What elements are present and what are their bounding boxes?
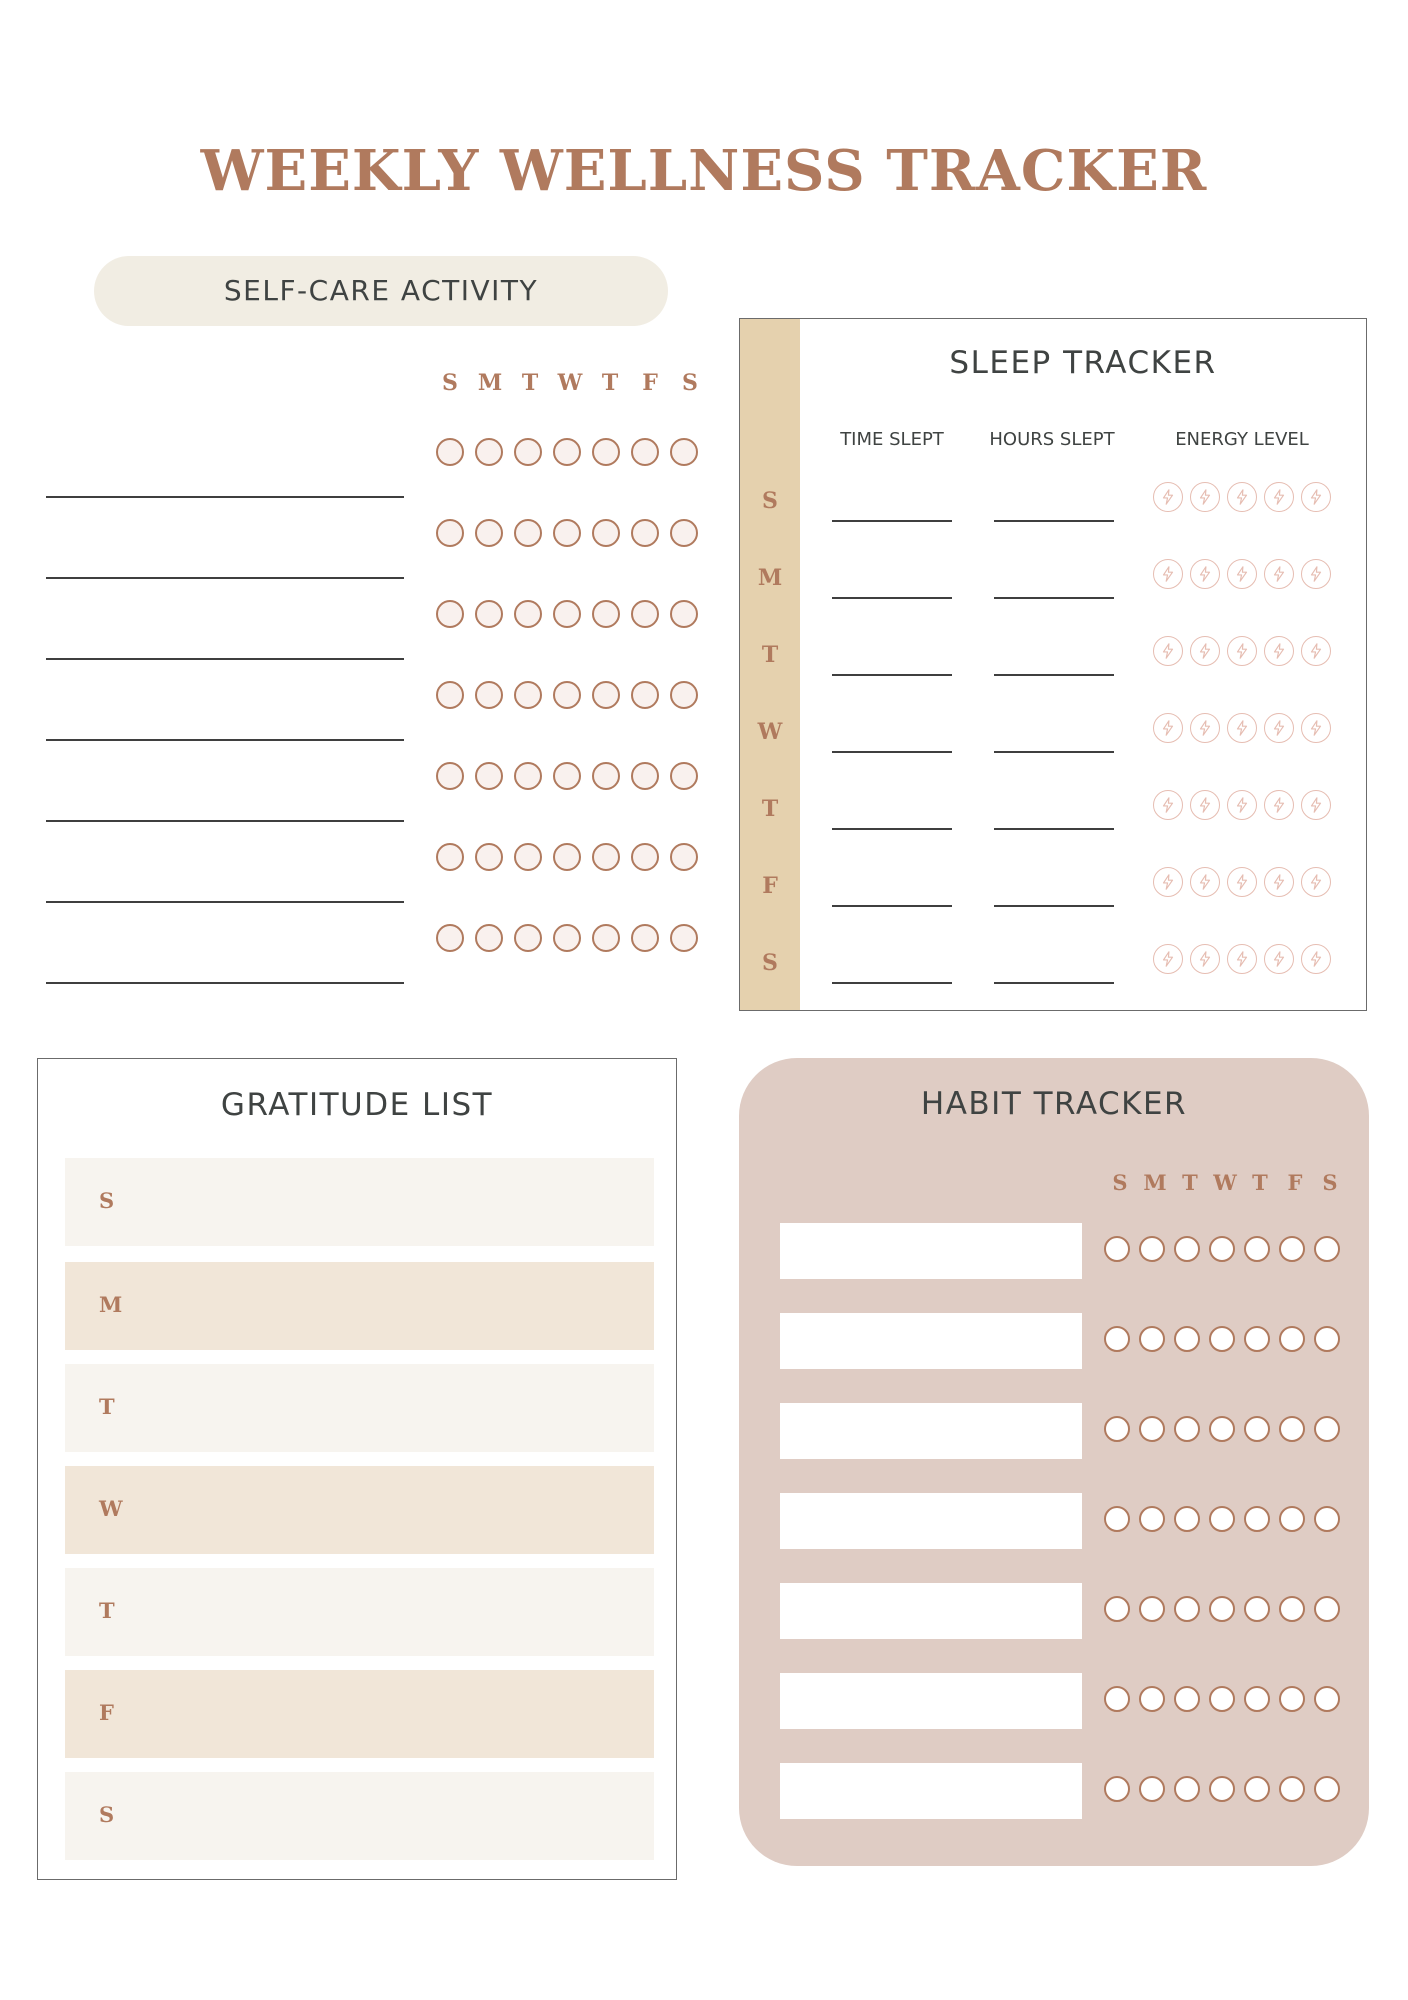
sleep-day-label: M <box>757 565 783 591</box>
gratitude-entry[interactable] <box>65 1262 654 1350</box>
lightning-bolt-icon[interactable] <box>1153 713 1183 743</box>
sleep-tracker-title: SLEEP TRACKER <box>949 345 1217 381</box>
habit-name-field[interactable] <box>780 1673 1082 1729</box>
day-checkbox[interactable] <box>1104 1326 1130 1352</box>
habit-name-field[interactable] <box>780 1493 1082 1549</box>
lightning-bolt-icon[interactable] <box>1153 482 1183 512</box>
day-checkbox[interactable] <box>1174 1506 1200 1532</box>
habit-name-field[interactable] <box>780 1763 1082 1819</box>
habit-tracker <box>739 1058 1369 1866</box>
day-checkbox[interactable] <box>670 762 698 790</box>
lightning-bolt-icon[interactable] <box>1301 790 1331 820</box>
energy-level-rating <box>1153 636 1331 666</box>
day-checkbox[interactable] <box>1104 1416 1130 1442</box>
habit-row <box>739 1493 1369 1549</box>
day-label: F <box>1287 1170 1303 1195</box>
habit-row <box>739 1403 1369 1459</box>
gratitude-entry[interactable] <box>65 1772 654 1860</box>
gratitude-entry[interactable] <box>65 1568 654 1656</box>
day-checkbox[interactable] <box>1279 1686 1305 1712</box>
activity-entry-line[interactable] <box>46 739 404 741</box>
lightning-bolt-icon[interactable] <box>1264 636 1294 666</box>
day-checkbox[interactable] <box>1174 1686 1200 1712</box>
day-checkbox[interactable] <box>670 438 698 466</box>
activity-entry-line[interactable] <box>46 982 404 984</box>
time-slept-field[interactable] <box>832 751 952 753</box>
day-checkbox[interactable] <box>436 924 464 952</box>
day-checkbox[interactable] <box>514 843 542 871</box>
day-checkbox[interactable] <box>1279 1596 1305 1622</box>
day-checkbox[interactable] <box>1139 1236 1165 1262</box>
day-checkbox[interactable] <box>670 600 698 628</box>
sleep-tracker <box>739 318 1367 1011</box>
hours-slept-field[interactable] <box>994 520 1114 522</box>
sleep-day-label: W <box>757 719 783 745</box>
day-checkbox[interactable] <box>475 681 503 709</box>
lightning-bolt-icon[interactable] <box>1190 867 1220 897</box>
gratitude-day-label: M <box>99 1292 123 1317</box>
day-checkbox[interactable] <box>631 600 659 628</box>
day-checkbox[interactable] <box>1279 1506 1305 1532</box>
activity-entry-line[interactable] <box>46 496 404 498</box>
energy-level-rating <box>1153 713 1331 743</box>
habit-day-labels <box>1105 1170 1345 1195</box>
time-slept-field[interactable] <box>832 982 952 984</box>
sleep-row <box>740 482 1366 522</box>
day-checkboxes <box>1104 1596 1340 1622</box>
day-checkbox[interactable] <box>436 519 464 547</box>
day-checkbox[interactable] <box>436 600 464 628</box>
day-checkbox[interactable] <box>1279 1776 1305 1802</box>
day-checkboxes <box>436 762 698 790</box>
habit-name-field[interactable] <box>780 1223 1082 1279</box>
day-checkbox[interactable] <box>1174 1776 1200 1802</box>
day-label: M <box>477 370 503 396</box>
day-checkbox[interactable] <box>475 762 503 790</box>
day-checkbox[interactable] <box>1314 1596 1340 1622</box>
sleep-day-label: T <box>761 796 779 822</box>
gratitude-entry[interactable] <box>65 1364 654 1452</box>
time-slept-field[interactable] <box>832 674 952 676</box>
hours-slept-header: HOURS SLEPT <box>989 429 1115 450</box>
day-checkboxes <box>436 519 698 547</box>
gratitude-list <box>37 1058 677 1880</box>
day-checkbox[interactable] <box>1139 1686 1165 1712</box>
sleep-day-label: S <box>762 488 778 514</box>
day-checkbox[interactable] <box>1244 1776 1270 1802</box>
lightning-bolt-icon[interactable] <box>1190 944 1220 974</box>
day-checkbox[interactable] <box>1139 1326 1165 1352</box>
day-checkbox[interactable] <box>1174 1326 1200 1352</box>
self-care-row <box>0 438 720 498</box>
day-label: S <box>1322 1170 1338 1195</box>
lightning-bolt-icon[interactable] <box>1264 944 1294 974</box>
habit-name-field[interactable] <box>780 1313 1082 1369</box>
day-checkbox[interactable] <box>475 519 503 547</box>
lightning-bolt-icon[interactable] <box>1301 867 1331 897</box>
habit-name-field[interactable] <box>780 1583 1082 1639</box>
energy-level-rating <box>1153 944 1331 974</box>
lightning-bolt-icon[interactable] <box>1264 867 1294 897</box>
day-label: W <box>557 370 583 396</box>
time-slept-field[interactable] <box>832 905 952 907</box>
gratitude-day-label: T <box>99 1598 115 1623</box>
day-checkboxes <box>1104 1416 1340 1442</box>
gratitude-day-label: S <box>99 1188 115 1213</box>
day-checkbox[interactable] <box>670 519 698 547</box>
gratitude-day-label: S <box>99 1802 115 1827</box>
day-checkboxes <box>436 600 698 628</box>
day-checkbox[interactable] <box>514 600 542 628</box>
energy-level-header: ENERGY LEVEL <box>1175 429 1309 450</box>
day-checkbox[interactable] <box>475 924 503 952</box>
day-checkbox[interactable] <box>436 438 464 466</box>
day-checkbox[interactable] <box>553 843 581 871</box>
lightning-bolt-icon[interactable] <box>1153 559 1183 589</box>
day-checkbox[interactable] <box>1104 1596 1130 1622</box>
day-checkbox[interactable] <box>1209 1776 1235 1802</box>
lightning-bolt-icon[interactable] <box>1301 944 1331 974</box>
day-checkbox[interactable] <box>1314 1506 1340 1532</box>
day-checkbox[interactable] <box>1139 1776 1165 1802</box>
day-checkbox[interactable] <box>553 924 581 952</box>
day-checkbox[interactable] <box>553 519 581 547</box>
day-checkbox[interactable] <box>1279 1326 1305 1352</box>
day-checkboxes <box>1104 1776 1340 1802</box>
day-label: S <box>682 370 698 396</box>
hours-slept-field[interactable] <box>994 982 1114 984</box>
sleep-day-label: F <box>762 873 778 899</box>
day-checkbox[interactable] <box>514 681 542 709</box>
time-slept-header: TIME SLEPT <box>840 429 944 450</box>
day-checkbox[interactable] <box>592 681 620 709</box>
lightning-bolt-icon[interactable] <box>1190 790 1220 820</box>
day-checkbox[interactable] <box>514 438 542 466</box>
lightning-bolt-icon[interactable] <box>1264 790 1294 820</box>
day-checkbox[interactable] <box>1104 1686 1130 1712</box>
day-checkbox[interactable] <box>436 843 464 871</box>
day-checkbox[interactable] <box>631 762 659 790</box>
time-slept-field[interactable] <box>832 597 952 599</box>
day-checkboxes <box>436 681 698 709</box>
day-checkbox[interactable] <box>553 681 581 709</box>
day-checkbox[interactable] <box>592 843 620 871</box>
activity-entry-line[interactable] <box>46 577 404 579</box>
sleep-row <box>740 713 1366 753</box>
lightning-bolt-icon[interactable] <box>1153 944 1183 974</box>
day-checkbox[interactable] <box>592 762 620 790</box>
gratitude-day-label: T <box>99 1394 115 1419</box>
gratitude-entry[interactable] <box>65 1158 654 1246</box>
day-checkbox[interactable] <box>475 843 503 871</box>
hours-slept-field[interactable] <box>994 751 1114 753</box>
day-checkbox[interactable] <box>1244 1506 1270 1532</box>
sleep-row <box>740 867 1366 907</box>
day-checkbox[interactable] <box>631 438 659 466</box>
day-label: F <box>642 370 658 396</box>
habit-tracker-title: HABIT TRACKER <box>920 1086 1188 1122</box>
day-checkbox[interactable] <box>1139 1596 1165 1622</box>
day-checkboxes <box>436 924 698 952</box>
day-checkboxes <box>1104 1326 1340 1352</box>
habit-row <box>739 1583 1369 1639</box>
energy-level-rating <box>1153 559 1331 589</box>
day-checkbox[interactable] <box>1104 1776 1130 1802</box>
habit-row <box>739 1313 1369 1369</box>
day-checkbox[interactable] <box>1104 1236 1130 1262</box>
day-checkbox[interactable] <box>631 519 659 547</box>
gratitude-day-label: F <box>99 1700 114 1725</box>
day-checkbox[interactable] <box>1174 1416 1200 1442</box>
gratitude-list-title: GRATITUDE LIST <box>220 1087 494 1123</box>
day-checkboxes <box>1104 1686 1340 1712</box>
day-checkbox[interactable] <box>1244 1326 1270 1352</box>
self-care-row <box>0 681 720 741</box>
lightning-bolt-icon[interactable] <box>1227 944 1257 974</box>
day-checkbox[interactable] <box>475 600 503 628</box>
sleep-row <box>740 559 1366 599</box>
gratitude-day-label: W <box>99 1496 123 1521</box>
day-checkbox[interactable] <box>553 438 581 466</box>
day-checkboxes <box>436 438 698 466</box>
lightning-bolt-icon[interactable] <box>1153 867 1183 897</box>
day-checkbox[interactable] <box>1314 1776 1340 1802</box>
day-checkbox[interactable] <box>1209 1416 1235 1442</box>
lightning-bolt-icon[interactable] <box>1227 867 1257 897</box>
day-checkbox[interactable] <box>1244 1416 1270 1442</box>
self-care-day-labels <box>432 370 708 404</box>
day-checkbox[interactable] <box>1279 1236 1305 1262</box>
sleep-row <box>740 944 1366 984</box>
day-checkbox[interactable] <box>475 438 503 466</box>
day-checkbox[interactable] <box>1314 1416 1340 1442</box>
self-care-row <box>0 600 720 660</box>
activity-entry-line[interactable] <box>46 658 404 660</box>
lightning-bolt-icon[interactable] <box>1301 482 1331 512</box>
day-checkbox[interactable] <box>436 681 464 709</box>
lightning-bolt-icon[interactable] <box>1301 559 1331 589</box>
day-checkbox[interactable] <box>670 681 698 709</box>
day-checkbox[interactable] <box>1244 1686 1270 1712</box>
day-checkbox[interactable] <box>1209 1326 1235 1352</box>
lightning-bolt-icon[interactable] <box>1227 636 1257 666</box>
day-label: W <box>1213 1170 1237 1195</box>
day-checkbox[interactable] <box>1314 1686 1340 1712</box>
day-checkbox[interactable] <box>631 843 659 871</box>
energy-level-rating <box>1153 482 1331 512</box>
lightning-bolt-icon[interactable] <box>1301 713 1331 743</box>
self-care-row <box>0 843 720 903</box>
day-label: T <box>601 370 619 396</box>
energy-level-rating <box>1153 790 1331 820</box>
lightning-bolt-icon[interactable] <box>1153 636 1183 666</box>
day-checkbox[interactable] <box>670 924 698 952</box>
lightning-bolt-icon[interactable] <box>1227 790 1257 820</box>
lightning-bolt-icon[interactable] <box>1227 559 1257 589</box>
day-checkboxes <box>1104 1506 1340 1532</box>
day-checkbox[interactable] <box>670 843 698 871</box>
day-checkbox[interactable] <box>1174 1596 1200 1622</box>
sleep-day-label: S <box>762 950 778 976</box>
sleep-day-label: T <box>761 642 779 668</box>
time-slept-field[interactable] <box>832 520 952 522</box>
self-care-row <box>0 924 720 984</box>
lightning-bolt-icon[interactable] <box>1264 559 1294 589</box>
hours-slept-field[interactable] <box>994 597 1114 599</box>
day-label: T <box>1252 1170 1268 1195</box>
lightning-bolt-icon[interactable] <box>1301 636 1331 666</box>
sleep-row <box>740 636 1366 676</box>
day-checkbox[interactable] <box>1244 1596 1270 1622</box>
habit-row <box>739 1223 1369 1279</box>
day-checkbox[interactable] <box>592 600 620 628</box>
lightning-bolt-icon[interactable] <box>1190 482 1220 512</box>
lightning-bolt-icon[interactable] <box>1153 790 1183 820</box>
day-checkboxes <box>1104 1236 1340 1262</box>
lightning-bolt-icon[interactable] <box>1227 713 1257 743</box>
lightning-bolt-icon[interactable] <box>1227 482 1257 512</box>
day-label: T <box>521 370 539 396</box>
day-checkbox[interactable] <box>1314 1236 1340 1262</box>
day-checkbox[interactable] <box>592 438 620 466</box>
lightning-bolt-icon[interactable] <box>1190 559 1220 589</box>
day-checkbox[interactable] <box>1209 1506 1235 1532</box>
hours-slept-field[interactable] <box>994 674 1114 676</box>
day-label: S <box>442 370 458 396</box>
day-checkbox[interactable] <box>1314 1326 1340 1352</box>
lightning-bolt-icon[interactable] <box>1264 482 1294 512</box>
time-slept-field[interactable] <box>832 828 952 830</box>
day-checkbox[interactable] <box>553 600 581 628</box>
day-checkbox[interactable] <box>631 924 659 952</box>
lightning-bolt-icon[interactable] <box>1190 713 1220 743</box>
habit-row <box>739 1763 1369 1819</box>
day-checkbox[interactable] <box>436 762 464 790</box>
self-care-header: SELF-CARE ACTIVITY <box>94 256 668 326</box>
day-checkbox[interactable] <box>1139 1506 1165 1532</box>
day-label: M <box>1143 1170 1167 1195</box>
day-checkbox[interactable] <box>1209 1686 1235 1712</box>
gratitude-entry[interactable] <box>65 1670 654 1758</box>
lightning-bolt-icon[interactable] <box>1190 636 1220 666</box>
page-title: WEEKLY WELLNESS TRACKER <box>200 138 1208 204</box>
sleep-row <box>740 790 1366 830</box>
day-label: T <box>1182 1170 1198 1195</box>
self-care-row <box>0 519 720 579</box>
lightning-bolt-icon[interactable] <box>1264 713 1294 743</box>
day-checkbox[interactable] <box>1209 1596 1235 1622</box>
habit-row <box>739 1673 1369 1729</box>
energy-level-rating <box>1153 867 1331 897</box>
day-checkbox[interactable] <box>592 924 620 952</box>
day-checkbox[interactable] <box>1174 1236 1200 1262</box>
day-checkbox[interactable] <box>1209 1236 1235 1262</box>
activity-entry-line[interactable] <box>46 820 404 822</box>
day-checkbox[interactable] <box>631 681 659 709</box>
day-checkbox[interactable] <box>514 924 542 952</box>
day-checkbox[interactable] <box>592 519 620 547</box>
day-checkbox[interactable] <box>1244 1236 1270 1262</box>
hours-slept-field[interactable] <box>994 828 1114 830</box>
day-checkbox[interactable] <box>1139 1416 1165 1442</box>
day-checkbox[interactable] <box>1104 1506 1130 1532</box>
activity-entry-line[interactable] <box>46 901 404 903</box>
day-checkbox[interactable] <box>553 762 581 790</box>
gratitude-entry[interactable] <box>65 1466 654 1554</box>
day-checkboxes <box>436 843 698 871</box>
day-checkbox[interactable] <box>514 762 542 790</box>
day-label: S <box>1112 1170 1128 1195</box>
hours-slept-field[interactable] <box>994 905 1114 907</box>
day-checkbox[interactable] <box>1279 1416 1305 1442</box>
habit-name-field[interactable] <box>780 1403 1082 1459</box>
day-checkbox[interactable] <box>514 519 542 547</box>
self-care-row <box>0 762 720 822</box>
